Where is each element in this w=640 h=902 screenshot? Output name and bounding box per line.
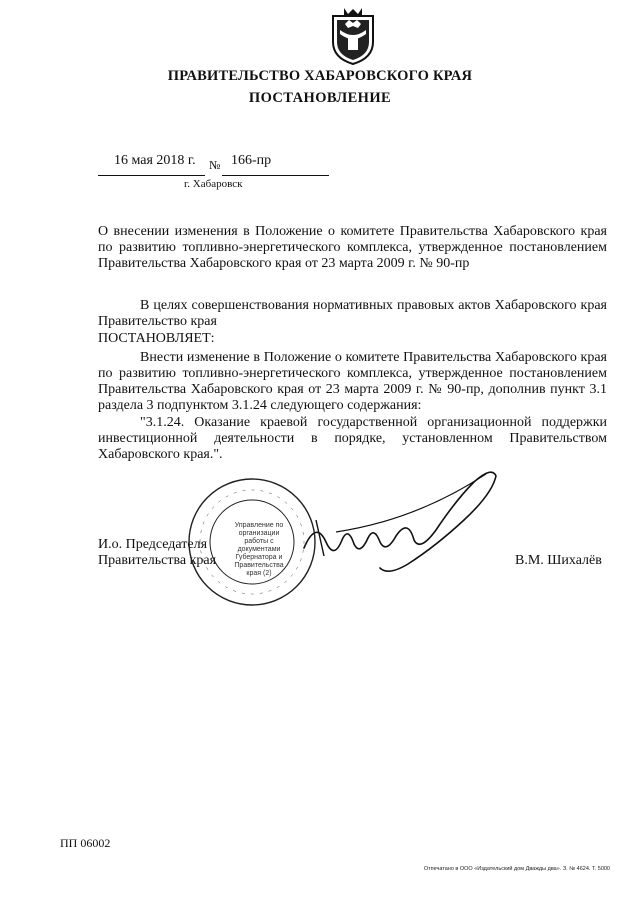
- signer-name: В.М. Шихалёв: [515, 553, 602, 568]
- printer-imprint: Отпечатано в ООО «Издательский дом Дважды два». З. № 4624. Т. 5000: [423, 866, 610, 872]
- document-number: 166-пр: [231, 153, 272, 168]
- document-type: ПОСТАНОВЛЕНИЕ: [248, 90, 392, 106]
- handwritten-signature: [296, 460, 506, 580]
- signer-position-line1: И.о. Председателя: [98, 537, 208, 552]
- coat-of-arms-icon: [330, 6, 376, 66]
- amendment-paragraph: Внести изменение в Положение о комитете Правительства Хабаровского края по развитию топливно-энергетического комплекса, утвержденное постановлением Правительства Хабаровского края от 23 марта 2009 г. № 90-пр, дополнив пункт 3.1 раздела 3 подпунктом 3.1.24 следующего содержания:: [98, 350, 607, 413]
- date-underline: [98, 175, 205, 176]
- signer-position-line2: Правительства края: [98, 553, 217, 568]
- number-underline: [222, 175, 329, 176]
- document-subject: О внесении изменения в Положение о комитете Правительства Хабаровского края по развитию топливно-энергетического комплекса, утвержденное постановлением Правительства Хабаровского края от 23 марта 2009 г. № 90-пр: [98, 224, 607, 271]
- decree-word: ПОСТАНОВЛЯЕТ:: [98, 331, 215, 346]
- form-code: ПП 06002: [60, 836, 111, 850]
- organization-title: ПРАВИТЕЛЬСТВО ХАБАРОВСКОГО КРАЯ: [167, 68, 473, 84]
- preamble-paragraph: В целях совершенствования нормативных правовых актов Хабаровского края Правительство края: [98, 298, 607, 329]
- document-city: г. Хабаровск: [184, 178, 243, 190]
- stamp-inner-text: Управление по организации работы с документами Губернатора и Правительства края (2): [234, 522, 284, 577]
- number-label: №: [209, 158, 221, 172]
- document-date: 16 мая 2018 г.: [114, 153, 196, 168]
- quoted-clause: "3.1.24. Оказание краевой государственной организационной поддержки инвестиционной деятельности в порядке, установленном Правительством Хабаровского края.".: [98, 415, 607, 462]
